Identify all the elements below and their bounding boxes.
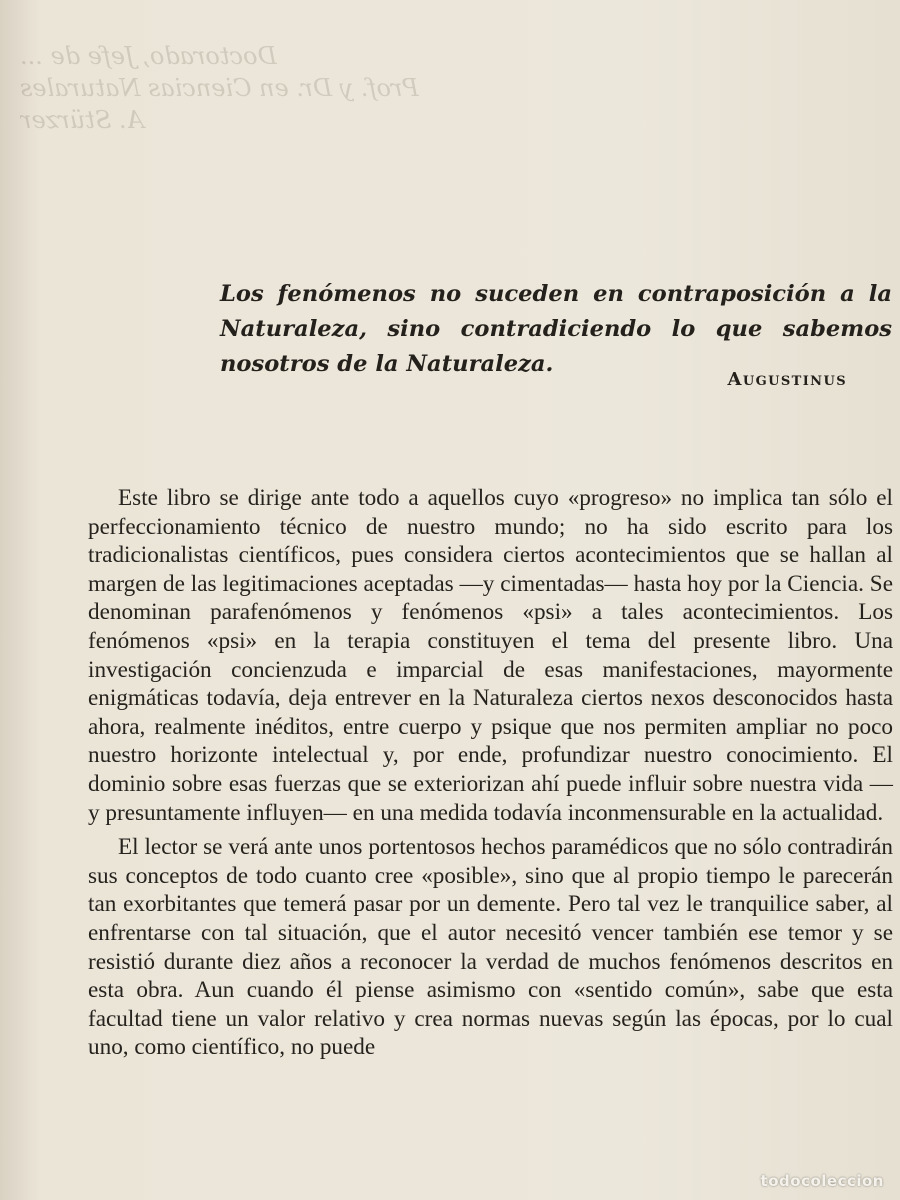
paragraph: Este libro se dirige ante todo a aquellos cuyo «progreso» no implica tan sólo el perfeccionamiento técnico de nuestro mundo; no ha sido escrito para los tradicionalistas científicos, pues considera ciertos acontecimientos que se hallan al margen de las legitimaciones aceptadas —y cimentadas— hasta hoy por la Ciencia. Se denominan parafenómenos y fenómenos «psi» a tales acontecimientos. Los fenómenos «psi» en la terapia constituyen el tema del presente libro. Una investigación concienzuda e imparcial de esas manifestaciones, mayormente enigmáticas todavía, deja entrever en la Naturaleza ciertos nexos desconocidos hasta ahora, realmente inéditos, entre cuerpo y psique que nos permiten ampliar no poco nuestro horizonte intelectual y, por ende, profundizar nuestro conocimiento. El dominio sobre esas fuerzas que se exteriorizan ahí puede influir sobre nuestra vida —y presuntamente influyen— en una medida todavía inconmensurable en la actualidad. bbox=[88, 485, 893, 826]
body-text bbox=[88, 484, 893, 1062]
bleed-line: Prof. y Dr. en Ciencias Naturales bbox=[20, 74, 419, 102]
paragraph: El lector se verá ante unos portentosos hechos paramédicos que no sólo contradirán sus conceptos de todo cuanto cree «posible», sino que al propio tiempo le parecerán tan exorbitantes que temerá pasar por un demente. Pero tal vez le tranquilice saber, al enfrentarse con tal situación, que el autor necesitó vencer también ese temor y se resistió durante diez años a reconocer la verdad de muchos fenómenos descritos en esta obra. Aun cuando él piense asimismo con «sentido común», sabe que esta facultad tiene un valor relativo y crea normas nuevas según las épocas, por lo cual uno, como científico, no puede bbox=[88, 834, 893, 1061]
watermark: todocoleccion bbox=[760, 1172, 884, 1190]
bleed-line: Doctorado, Jefe de ... bbox=[20, 42, 277, 70]
bleed-through-text bbox=[20, 40, 620, 150]
bleed-line: A. Stürzer bbox=[20, 106, 144, 134]
epigraph-author: Augustinus bbox=[727, 369, 847, 390]
epigraph-quote: Los fenómenos no suceden en contraposición a la Naturaleza, sino contradiciendo lo que sabemos nosotros de la Naturaleza. bbox=[220, 281, 892, 377]
